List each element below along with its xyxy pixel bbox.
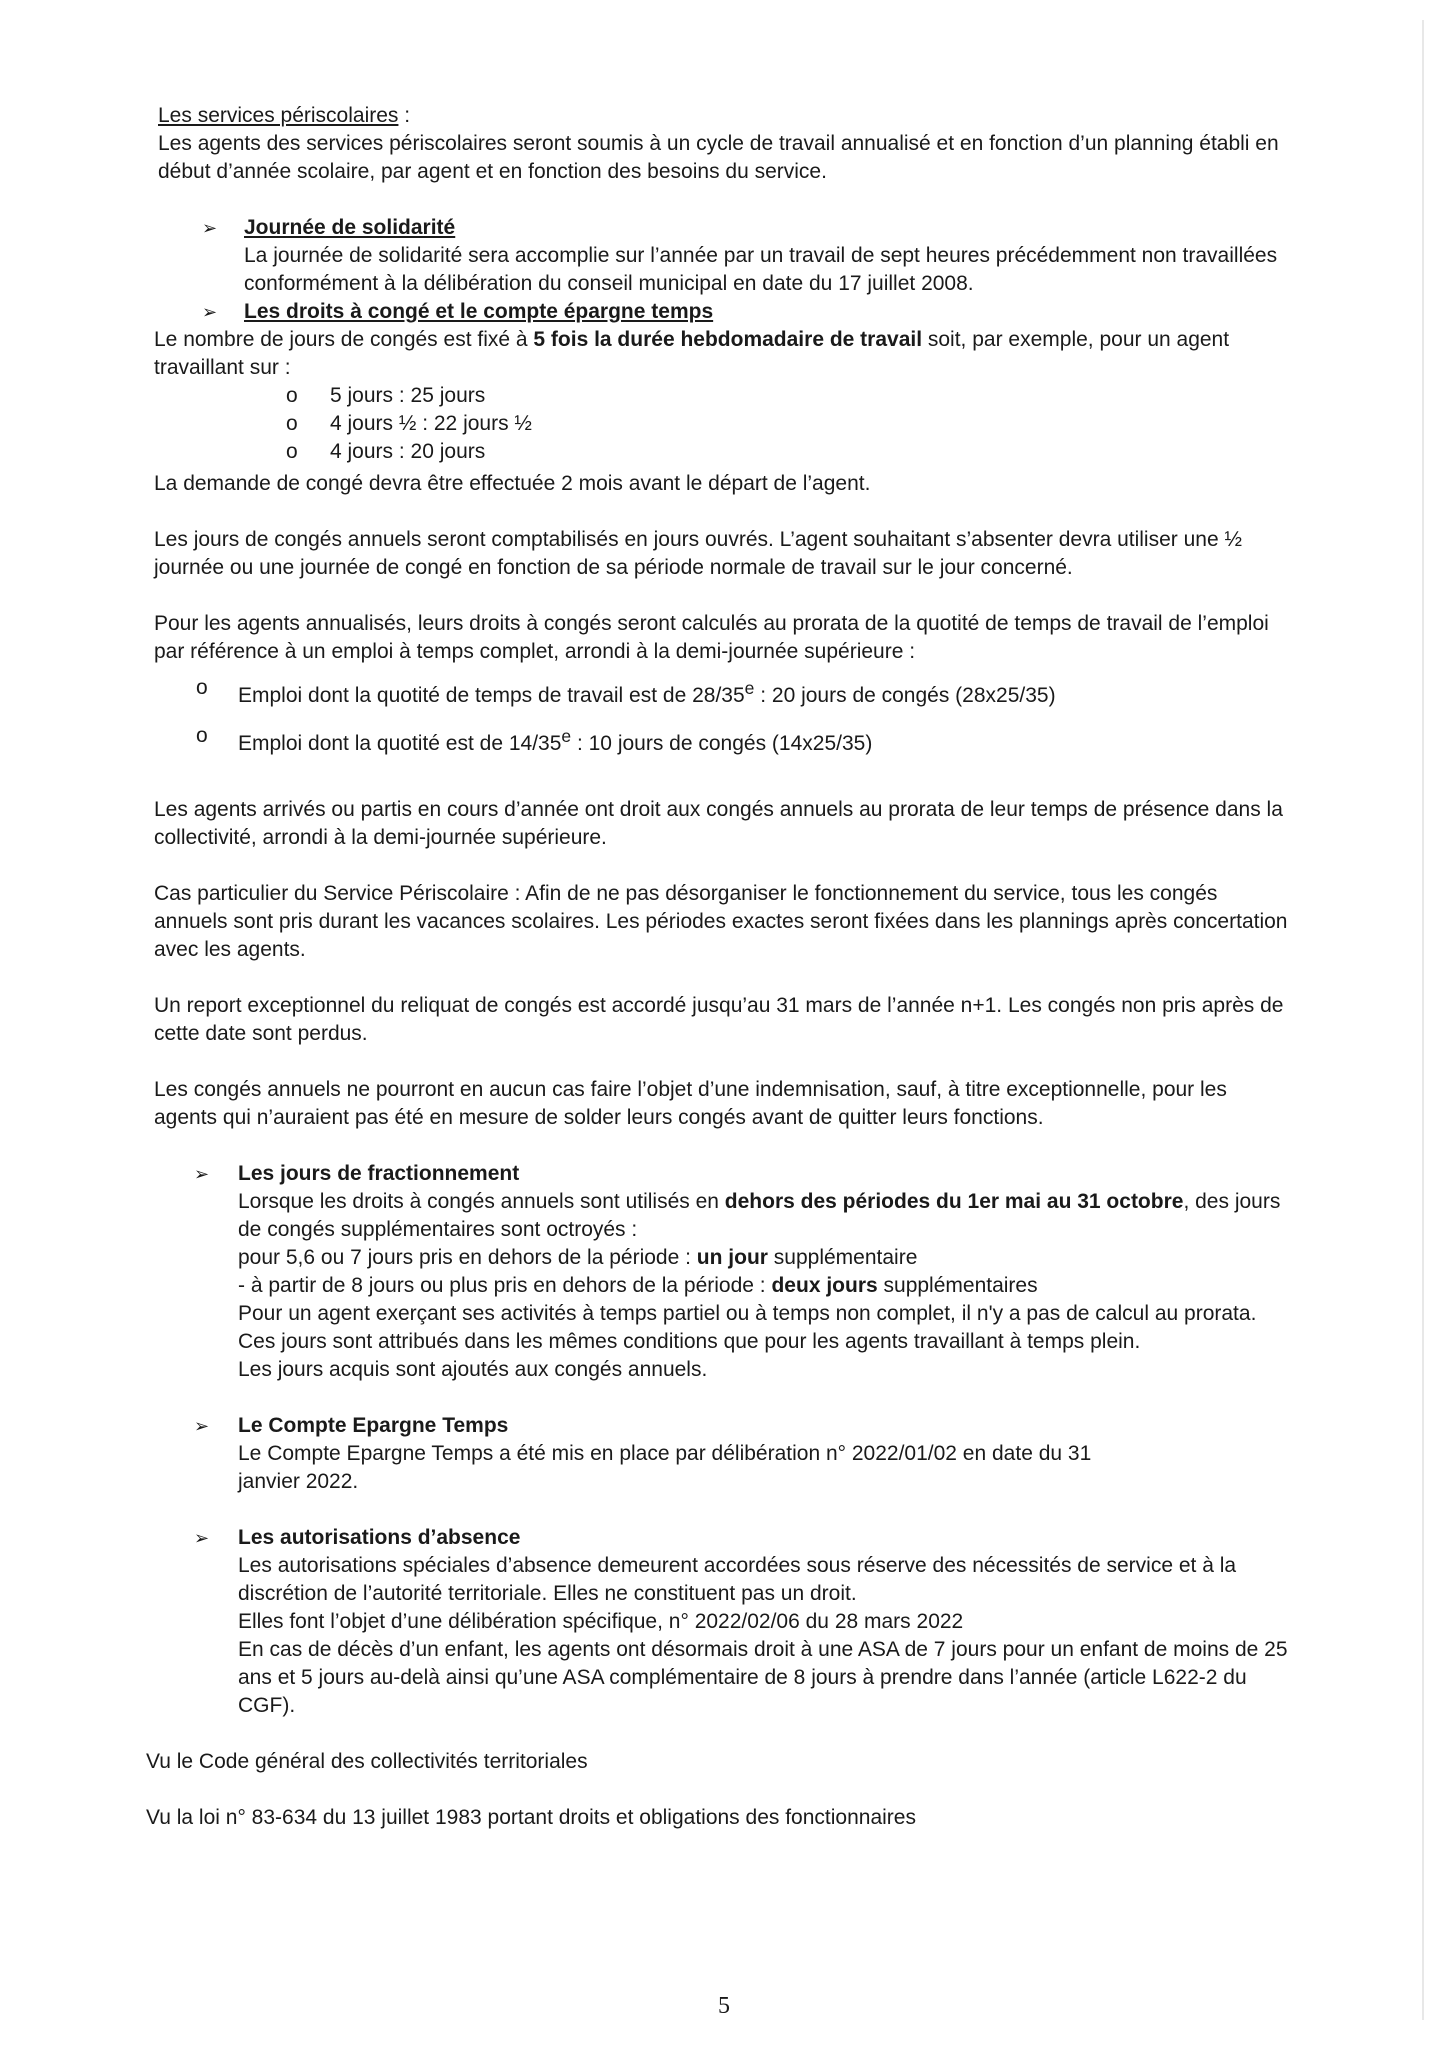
- conges-intro: [154, 326, 1294, 382]
- periscolaire-heading-line: [158, 102, 1294, 130]
- absence-line-2: Elles font l’objet d’une délibération spécifique, n° 2022/02/06 du 28 mars 2022: [238, 1610, 964, 1633]
- list-item: [154, 438, 1294, 466]
- heading-colon: :: [398, 104, 411, 127]
- quotite-text-b: : 20 jours de congés (28x25/35): [754, 684, 1056, 707]
- absence-line-3: En cas de décès d’un enfant, les agents ont désormais droit à une ASA de 7 jours pour un enfant de moins de 25 ans et 5 jours au-delà ainsi qu’une ASA complémentaire de 8 jours à prendre dans l’année (article L622-2 du CGF).: [238, 1638, 1288, 1717]
- cet-text: Le Compte Epargne Temps a été mis en place par délibération n° 2022/01/02 en date du 31 janvier 2022.: [238, 1442, 1092, 1493]
- list-item: [154, 672, 1294, 712]
- fractionnement-line-4: Pour un agent exerçant ses activités à temps partiel ou à temps non complet, il n'y a pas de calcul au prorata. Ces jours sont attribués dans les mêmes conditions que pour les agents travaillant à temps plein.: [238, 1302, 1257, 1353]
- conges-report: Un report exceptionnel du reliquat de congés est accordé jusqu’au 31 mars de l’année n+1. Les congés non pris après de cette date sont perdus.: [154, 994, 1284, 1045]
- document-page: [146, 102, 1294, 1832]
- absence-section: [154, 1524, 1294, 1720]
- list-item: [154, 720, 1294, 760]
- vu-code-general: Vu le Code général des collectivités territoriales: [146, 1750, 588, 1773]
- text-c: supplémentaires: [877, 1274, 1038, 1297]
- circle-bullet-icon: o: [286, 412, 298, 435]
- arrow-bullet-icon: ➢: [194, 1528, 210, 1548]
- absence-heading: Les autorisations d’absence: [238, 1526, 521, 1549]
- conges-annualises: Pour les agents annualisés, leurs droits à congés seront calculés au prorata de la quotité de temps de travail de l’emploi par référence à un emploi à temps complet, arrondi à la demi-journée supérieure :: [154, 612, 1269, 663]
- arrow-bullet-icon: ➢: [202, 218, 218, 238]
- arrow-bullet-icon: ➢: [202, 302, 218, 322]
- conges-intro-a: Le nombre de jours de congés est fixé à: [154, 328, 534, 351]
- conges-examples-list: [154, 382, 1294, 466]
- page-number: 5: [718, 1993, 730, 2019]
- text-a: - à partir de 8 jours ou plus pris en dehors de la période :: [238, 1274, 772, 1297]
- fractionnement-line-1: [238, 1188, 1294, 1244]
- text-bold: dehors des périodes du 1er mai au 31 octobre: [724, 1190, 1184, 1213]
- conges-arrives: Les agents arrivés ou partis en cours d’année ont droit aux congés annuels au prorata de leur temps de présence dans la collectivité, arrondi à la demi-journée supérieure.: [154, 798, 1283, 849]
- solidarite-text: La journée de solidarité sera accomplie sur l’année par un travail de sept heures précédemment non travaillées conformément à la délibération du conseil municipal en date du 17 juillet 2008.: [244, 244, 1278, 295]
- cet-heading: Le Compte Epargne Temps: [238, 1414, 509, 1437]
- quotite-list: [154, 672, 1294, 760]
- periscolaire-text: Les agents des services périscolaires seront soumis à un cycle de travail annualisé et en fonction d’un planning établi en début d’année scolaire, par agent et en fonction des besoins du service.: [158, 132, 1279, 183]
- list-item-text: 4 jours ½ : 22 jours ½: [330, 412, 532, 435]
- conges-heading: Les droits à congé et le compte épargne temps: [244, 300, 714, 323]
- fractionnement-section: [154, 1160, 1294, 1384]
- vu-loi: Vu la loi n° 83-634 du 13 juillet 1983 portant droits et obligations des fonctionnaires: [146, 1806, 916, 1829]
- list-item-text: 5 jours : 25 jours: [330, 384, 486, 407]
- list-item: [154, 410, 1294, 438]
- text-bold: un jour: [696, 1246, 768, 1269]
- scan-edge-line: [1422, 20, 1424, 2020]
- conges-ouvres: Les jours de congés annuels seront comptabilisés en jours ouvrés. L’agent souhaitant s’absenter devra utiliser une ½ journée ou une journée de congé en fonction de sa période normale de travail sur le jour concerné.: [154, 528, 1242, 579]
- quotite-text-a: Emploi dont la quotité de temps de travail est de 28/35: [238, 684, 745, 707]
- conges-heading-row: [154, 298, 1294, 326]
- arrow-bullet-icon: ➢: [194, 1416, 210, 1436]
- list-item: [154, 382, 1294, 410]
- conges-intro-c: soit, par exemple, pour un agent travaillant sur :: [154, 328, 1230, 379]
- conges-demande: La demande de congé devra être effectuée 2 mois avant le départ de l’agent.: [154, 472, 871, 495]
- quotite-text-b: : 10 jours de congés (14x25/35): [571, 732, 873, 755]
- quotite-sup: e: [744, 678, 755, 698]
- circle-bullet-icon: o: [286, 440, 298, 463]
- periscolaire-heading: Les services périscolaires: [158, 104, 399, 127]
- cet-section: [154, 1412, 1294, 1496]
- quotite-text-a: Emploi dont la quotité est de 14/35: [238, 732, 562, 755]
- circle-bullet-icon: o: [196, 724, 208, 747]
- fractionnement-line-5: Les jours acquis sont ajoutés aux congés annuels.: [238, 1358, 708, 1381]
- conges-indemnisation: Les congés annuels ne pourront en aucun cas faire l’objet d’une indemnisation, sauf, à titre exceptionnelle, pour les agents qui n’auraient pas été en mesure de solder leurs congés avant de quitter leurs fonctions.: [154, 1078, 1227, 1129]
- list-item-text: 4 jours : 20 jours: [330, 440, 486, 463]
- text-c: , des jours de congés supplémentaires sont octroyés :: [238, 1190, 1281, 1241]
- conges-intro-bold: 5 fois la durée hebdomadaire de travail: [533, 328, 923, 351]
- text-bold: deux jours: [771, 1274, 878, 1297]
- circle-bullet-icon: o: [286, 384, 298, 407]
- fractionnement-line-3: [238, 1272, 1294, 1300]
- fractionnement-line-2: [238, 1244, 1294, 1272]
- absence-line-1: Les autorisations spéciales d’absence demeurent accordées sous réserve des nécessités de service et à la discrétion de l’autorité territoriale. Elles ne constituent pas un droit.: [238, 1554, 1237, 1605]
- text-a: pour 5,6 ou 7 jours pris en dehors de la période :: [238, 1246, 697, 1269]
- solidarite-heading: Journée de solidarité: [244, 216, 456, 239]
- conges-cas-particulier: Cas particulier du Service Périscolaire : Afin de ne pas désorganiser le fonctionnement du service, tous les congés annuels sont pris durant les vacances scolaires. Les périodes exactes seront fixées dans les plannings après concertation avec les agents.: [154, 882, 1288, 961]
- circle-bullet-icon: o: [196, 676, 208, 699]
- text-a: Lorsque les droits à congés annuels sont utilisés en: [238, 1190, 725, 1213]
- text-c: supplémentaire: [767, 1246, 918, 1269]
- arrow-bullet-icon: ➢: [194, 1164, 210, 1184]
- solidarite-section: [154, 214, 1294, 298]
- fractionnement-heading: Les jours de fractionnement: [238, 1162, 520, 1185]
- quotite-sup: e: [561, 726, 572, 746]
